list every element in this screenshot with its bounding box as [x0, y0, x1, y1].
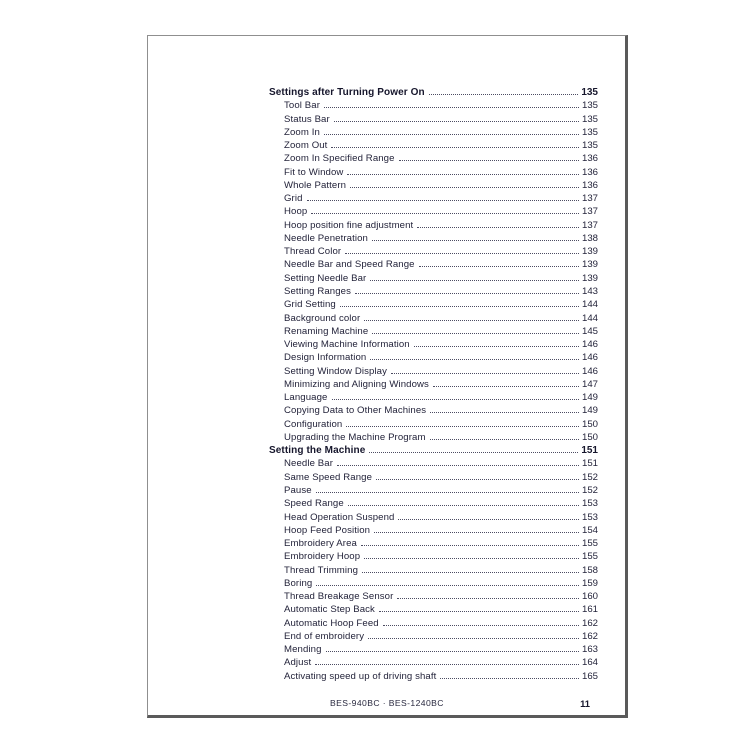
- toc-entry-page: 152: [581, 471, 598, 483]
- dot-leader: [350, 187, 579, 188]
- toc-section-row: [269, 444, 598, 457]
- toc-item-row: [269, 272, 598, 285]
- dot-leader: [337, 465, 579, 466]
- toc-item-row: [269, 139, 598, 152]
- toc-item-row: [269, 166, 598, 179]
- toc-item-row: [269, 99, 598, 112]
- toc-entry-title: Head Operation Suspend: [284, 511, 395, 523]
- toc-entry-title: Tool Bar: [284, 100, 320, 112]
- dot-leader: [315, 664, 579, 665]
- toc-item-row: [269, 219, 598, 232]
- toc-entry-title: Viewing Machine Information: [284, 339, 410, 351]
- toc-entry-title: Minimizing and Aligning Windows: [284, 378, 429, 390]
- toc-item-row: [269, 338, 598, 351]
- dot-leader: [307, 200, 579, 201]
- dot-leader: [311, 213, 579, 214]
- toc-entry-page: 149: [581, 392, 598, 404]
- toc-item-row: [269, 656, 598, 669]
- toc-entry-page: 136: [581, 166, 598, 178]
- toc-item-row: [269, 564, 598, 577]
- toc-entry-title: Grid Setting: [284, 299, 336, 311]
- toc-entry-page: 155: [581, 551, 598, 563]
- toc-entry-title: Thread Color: [284, 246, 342, 258]
- dot-leader: [369, 452, 578, 453]
- dot-leader: [324, 134, 579, 135]
- toc-entry-page: 147: [581, 378, 598, 390]
- dot-leader: [376, 479, 579, 480]
- toc-item-row: [269, 391, 598, 404]
- toc-entry-title: Speed Range: [284, 498, 344, 510]
- toc-item-row: [269, 577, 598, 590]
- toc-entry-title: Zoom In: [284, 126, 320, 138]
- toc-entry-title: Thread Breakage Sensor: [284, 591, 394, 603]
- toc-entry-title: Boring: [284, 577, 313, 589]
- dot-leader: [398, 519, 579, 520]
- toc-entry-page: 165: [581, 670, 598, 682]
- dot-leader: [364, 558, 579, 559]
- dot-leader: [346, 426, 579, 427]
- toc-entry-page: 143: [581, 285, 598, 297]
- toc-item-row: [269, 471, 598, 484]
- toc-item-row: [269, 537, 598, 550]
- toc-entry-page: 162: [581, 617, 598, 629]
- toc-entry-page: 135: [581, 126, 598, 138]
- toc-entry-page: 145: [581, 325, 598, 337]
- toc-entry-title: Upgrading the Machine Program: [284, 431, 426, 443]
- dot-leader: [370, 359, 579, 360]
- toc-entry-page: 150: [581, 418, 598, 430]
- toc-entry-title: Same Speed Range: [284, 471, 373, 483]
- toc-item-row: [269, 232, 598, 245]
- toc-entry-title: Adjust: [284, 657, 312, 669]
- dot-leader: [433, 386, 579, 387]
- toc-item-row: [269, 152, 598, 165]
- dot-leader: [334, 121, 579, 122]
- dot-leader: [324, 107, 579, 108]
- toc-entry-title: Activating speed up of driving shaft: [284, 670, 437, 682]
- dot-leader: [362, 572, 579, 573]
- toc-entry-page: 137: [581, 206, 598, 218]
- toc-entry-page: 146: [581, 352, 598, 364]
- toc-entry-title: Setting the Machine: [269, 445, 366, 457]
- toc-item-row: [269, 351, 598, 364]
- toc-entry-page: 151: [581, 445, 598, 457]
- toc-entry-page: 137: [581, 193, 598, 205]
- dot-leader: [368, 638, 579, 639]
- toc-entry-page: 135: [581, 140, 598, 152]
- toc-entry-page: 160: [581, 591, 598, 603]
- toc-item-row: [269, 418, 598, 431]
- toc-entry-page: 139: [581, 259, 598, 271]
- toc-entry-page: 153: [581, 511, 598, 523]
- toc-item-row: [269, 404, 598, 417]
- page-footer: [148, 698, 598, 712]
- dot-leader: [348, 505, 579, 506]
- toc-item-row: [269, 325, 598, 338]
- toc-entry-title: Zoom Out: [284, 140, 328, 152]
- toc-item-row: [269, 113, 598, 126]
- dot-leader: [355, 293, 579, 294]
- toc-entry-title: Zoom In Specified Range: [284, 153, 395, 165]
- toc-entry-title: Setting Ranges: [284, 285, 352, 297]
- toc-item-row: [269, 457, 598, 470]
- toc-entry-title: Fit to Window: [284, 166, 344, 178]
- toc-entry-title: Pause: [284, 484, 312, 496]
- dot-leader: [414, 346, 579, 347]
- dot-leader: [417, 227, 579, 228]
- toc-item-row: [269, 524, 598, 537]
- dot-leader: [345, 253, 579, 254]
- toc-entry-page: 135: [581, 87, 598, 98]
- toc-item-row: [269, 511, 598, 524]
- toc-entry-page: 162: [581, 630, 598, 642]
- toc-item-row: [269, 245, 598, 258]
- scanned-page: [147, 35, 628, 718]
- dot-leader: [430, 439, 579, 440]
- toc-entry-title: Needle Penetration: [284, 232, 368, 244]
- toc-entry-title: Setting Needle Bar: [284, 272, 367, 284]
- toc-item-row: [269, 550, 598, 563]
- dot-leader: [391, 373, 579, 374]
- toc-entry-title: Automatic Step Back: [284, 604, 375, 616]
- toc-entry-page: 163: [581, 644, 598, 656]
- toc-item-row: [269, 630, 598, 643]
- toc-item-row: [269, 365, 598, 378]
- toc-entry-title: Configuration: [284, 418, 343, 430]
- dot-leader: [399, 160, 579, 161]
- toc-entry-page: 135: [581, 100, 598, 112]
- toc-entry-title: Needle Bar and Speed Range: [284, 259, 415, 271]
- toc-entry-title: Design Information: [284, 352, 367, 364]
- dot-leader: [347, 174, 579, 175]
- dot-leader: [429, 94, 579, 95]
- toc-entry-title: Status Bar: [284, 113, 330, 125]
- toc-item-row: [269, 285, 598, 298]
- toc-item-row: [269, 603, 598, 616]
- dot-leader: [340, 306, 579, 307]
- toc-item-row: [269, 670, 598, 683]
- dot-leader: [332, 399, 579, 400]
- toc-entry-title: Automatic Hoop Feed: [284, 617, 379, 629]
- dot-leader: [397, 598, 579, 599]
- dot-leader: [331, 147, 579, 148]
- toc-entry-page: 150: [581, 431, 598, 443]
- toc-entry-title: Copying Data to Other Machines: [284, 405, 427, 417]
- dot-leader: [361, 545, 579, 546]
- toc-entry-title: Thread Trimming: [284, 564, 359, 576]
- dot-leader: [383, 625, 579, 626]
- footer-page-number: 11: [580, 698, 590, 709]
- toc-item-row: [269, 312, 598, 325]
- toc-entry-page: 153: [581, 498, 598, 510]
- dot-leader: [370, 280, 579, 281]
- toc-entry-title: Hoop Feed Position: [284, 524, 371, 536]
- toc-entry-title: Embroidery Hoop: [284, 551, 361, 563]
- table-of-contents: [269, 86, 598, 683]
- toc-entry-page: 161: [581, 604, 598, 616]
- toc-entry-page: 139: [581, 246, 598, 258]
- dot-leader: [316, 492, 579, 493]
- toc-item-row: [269, 126, 598, 139]
- toc-entry-title: Setting Window Display: [284, 365, 387, 377]
- toc-entry-title: Background color: [284, 312, 361, 324]
- toc-entry-page: 144: [581, 299, 598, 311]
- toc-entry-page: 146: [581, 339, 598, 351]
- dot-leader: [379, 611, 579, 612]
- toc-entry-page: 151: [581, 458, 598, 470]
- toc-entry-title: Language: [284, 392, 328, 404]
- toc-item-row: [269, 497, 598, 510]
- toc-item-row: [269, 643, 598, 656]
- toc-section-row: [269, 86, 598, 99]
- toc-entry-page: 146: [581, 365, 598, 377]
- footer-model-label: BES-940BC · BES-1240BC: [330, 698, 444, 708]
- toc-entry-page: 136: [581, 179, 598, 191]
- toc-entry-page: 136: [581, 153, 598, 165]
- dot-leader: [374, 532, 579, 533]
- dot-leader: [316, 585, 579, 586]
- toc-entry-page: 155: [581, 538, 598, 550]
- toc-item-row: [269, 378, 598, 391]
- toc-entry-title: Mending: [284, 644, 322, 656]
- toc-entry-page: 152: [581, 484, 598, 496]
- toc-entry-title: Settings after Turning Power On: [269, 87, 425, 98]
- toc-entry-title: Grid: [284, 193, 303, 205]
- toc-entry-page: 135: [581, 113, 598, 125]
- toc-entry-page: 144: [581, 312, 598, 324]
- dot-leader: [419, 266, 579, 267]
- toc-item-row: [269, 484, 598, 497]
- dot-leader: [372, 240, 579, 241]
- toc-entry-page: 164: [581, 657, 598, 669]
- toc-entry-title: Embroidery Area: [284, 538, 357, 550]
- dot-leader: [326, 651, 579, 652]
- toc-entry-page: 159: [581, 577, 598, 589]
- toc-item-row: [269, 431, 598, 444]
- toc-entry-title: Hoop: [284, 206, 308, 218]
- toc-entry-title: Whole Pattern: [284, 179, 347, 191]
- toc-entry-page: 139: [581, 272, 598, 284]
- toc-entry-page: 137: [581, 219, 598, 231]
- dot-leader: [430, 412, 579, 413]
- toc-entry-page: 158: [581, 564, 598, 576]
- toc-item-row: [269, 192, 598, 205]
- dot-leader: [364, 320, 579, 321]
- toc-entry-title: Renaming Machine: [284, 325, 369, 337]
- toc-item-row: [269, 298, 598, 311]
- toc-entry-title: Hoop position fine adjustment: [284, 219, 414, 231]
- toc-item-row: [269, 258, 598, 271]
- toc-entry-title: End of embroidery: [284, 630, 365, 642]
- toc-entry-page: 154: [581, 524, 598, 536]
- toc-item-row: [269, 179, 598, 192]
- toc-item-row: [269, 617, 598, 630]
- dot-leader: [440, 678, 579, 679]
- dot-leader: [372, 333, 579, 334]
- toc-entry-page: 149: [581, 405, 598, 417]
- toc-entry-title: Needle Bar: [284, 458, 333, 470]
- toc-item-row: [269, 590, 598, 603]
- toc-item-row: [269, 205, 598, 218]
- toc-entry-page: 138: [581, 232, 598, 244]
